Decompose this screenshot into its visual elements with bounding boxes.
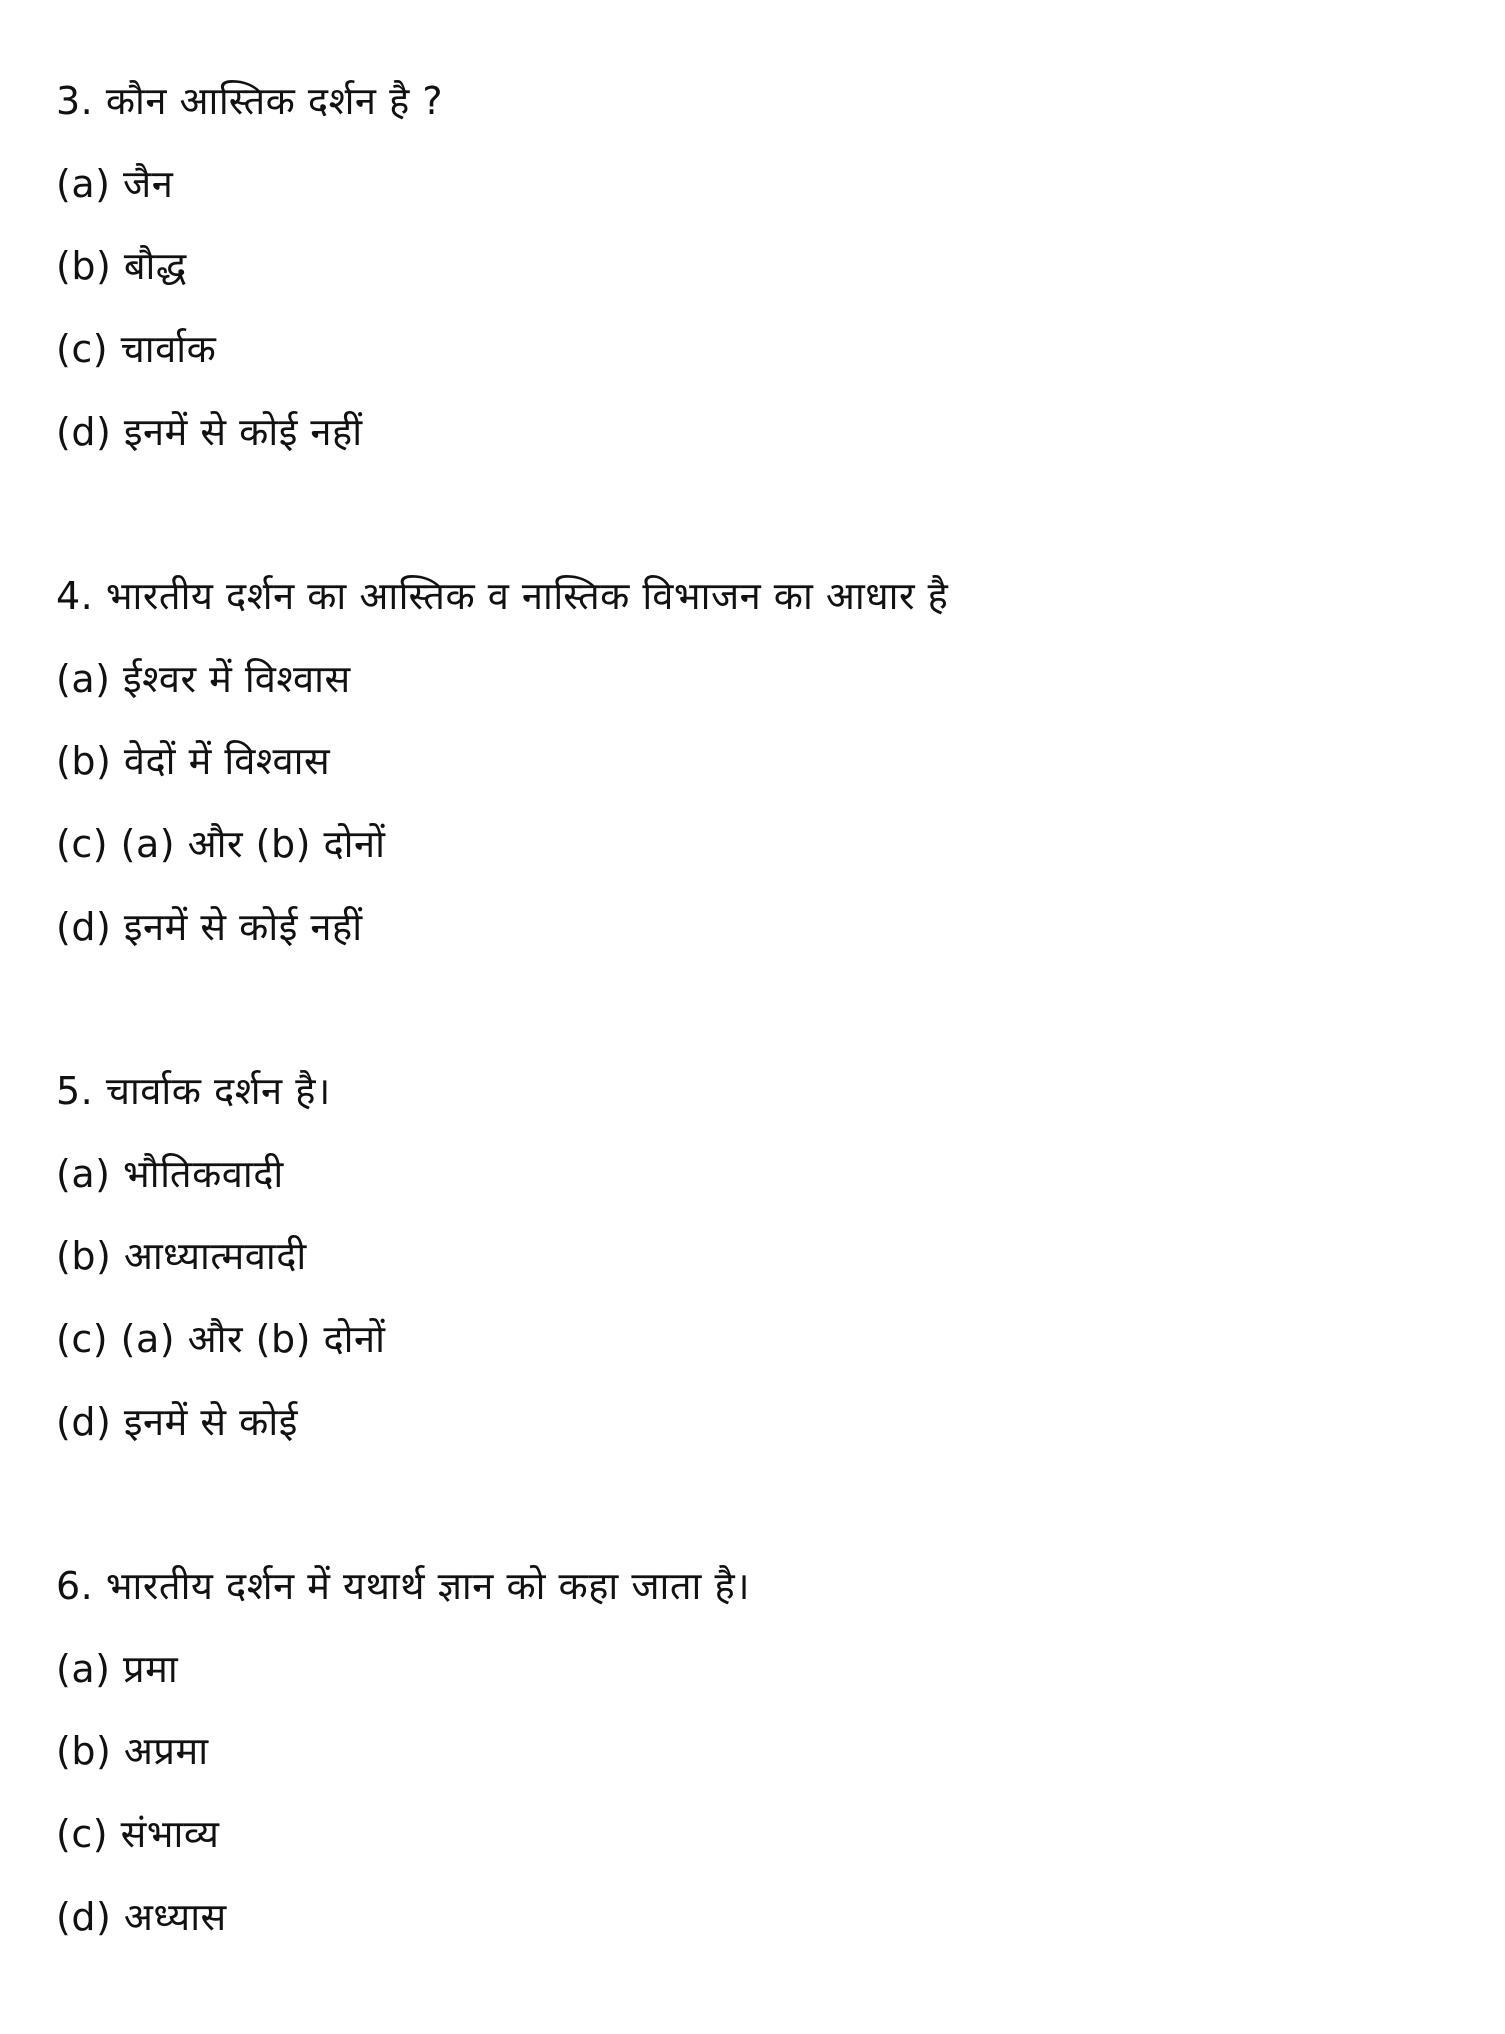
question-6-option-b: (b) अप्रमा bbox=[56, 1729, 209, 1773]
question-6-option-a: (a) प्रमा bbox=[56, 1647, 179, 1691]
question-5-option-c: (c) (a) और (b) दोनों bbox=[56, 1317, 386, 1361]
question-3-option-c: (c) चार्वाक bbox=[56, 327, 217, 371]
question-4-option-b: (b) वेदों में विश्वास bbox=[56, 739, 331, 783]
question-3-option-a: (a) जैन bbox=[56, 162, 174, 206]
question-5: 5. चार्वाक दर्शन है। bbox=[56, 1069, 331, 1113]
question-6-option-d: (d) अध्यास bbox=[56, 1895, 227, 1939]
question-4-option-a: (a) ईश्वर में विश्वास bbox=[56, 657, 351, 701]
question-3-option-b: (b) बौद्ध bbox=[56, 244, 187, 288]
question-6-option-c: (c) संभाव्य bbox=[56, 1812, 220, 1856]
question-3-option-d: (d) इनमें से कोई नहीं bbox=[56, 410, 363, 454]
question-5-option-b: (b) आध्यात्मवादी bbox=[56, 1234, 307, 1278]
question-3: 3. कौन आस्तिक दर्शन है ? bbox=[56, 79, 444, 123]
question-6: 6. भारतीय दर्शन में यथार्थ ज्ञान को कहा जाता है। bbox=[56, 1564, 751, 1608]
question-4-option-d: (d) इनमें से कोई नहीं bbox=[56, 905, 363, 949]
question-4: 4. भारतीय दर्शन का आस्तिक व नास्तिक विभाजन का आधार है bbox=[56, 574, 949, 618]
question-4-option-c: (c) (a) और (b) दोनों bbox=[56, 822, 386, 866]
question-5-option-a: (a) भौतिकवादी bbox=[56, 1152, 284, 1196]
question-5-option-d: (d) इनमें से कोई bbox=[56, 1400, 298, 1444]
